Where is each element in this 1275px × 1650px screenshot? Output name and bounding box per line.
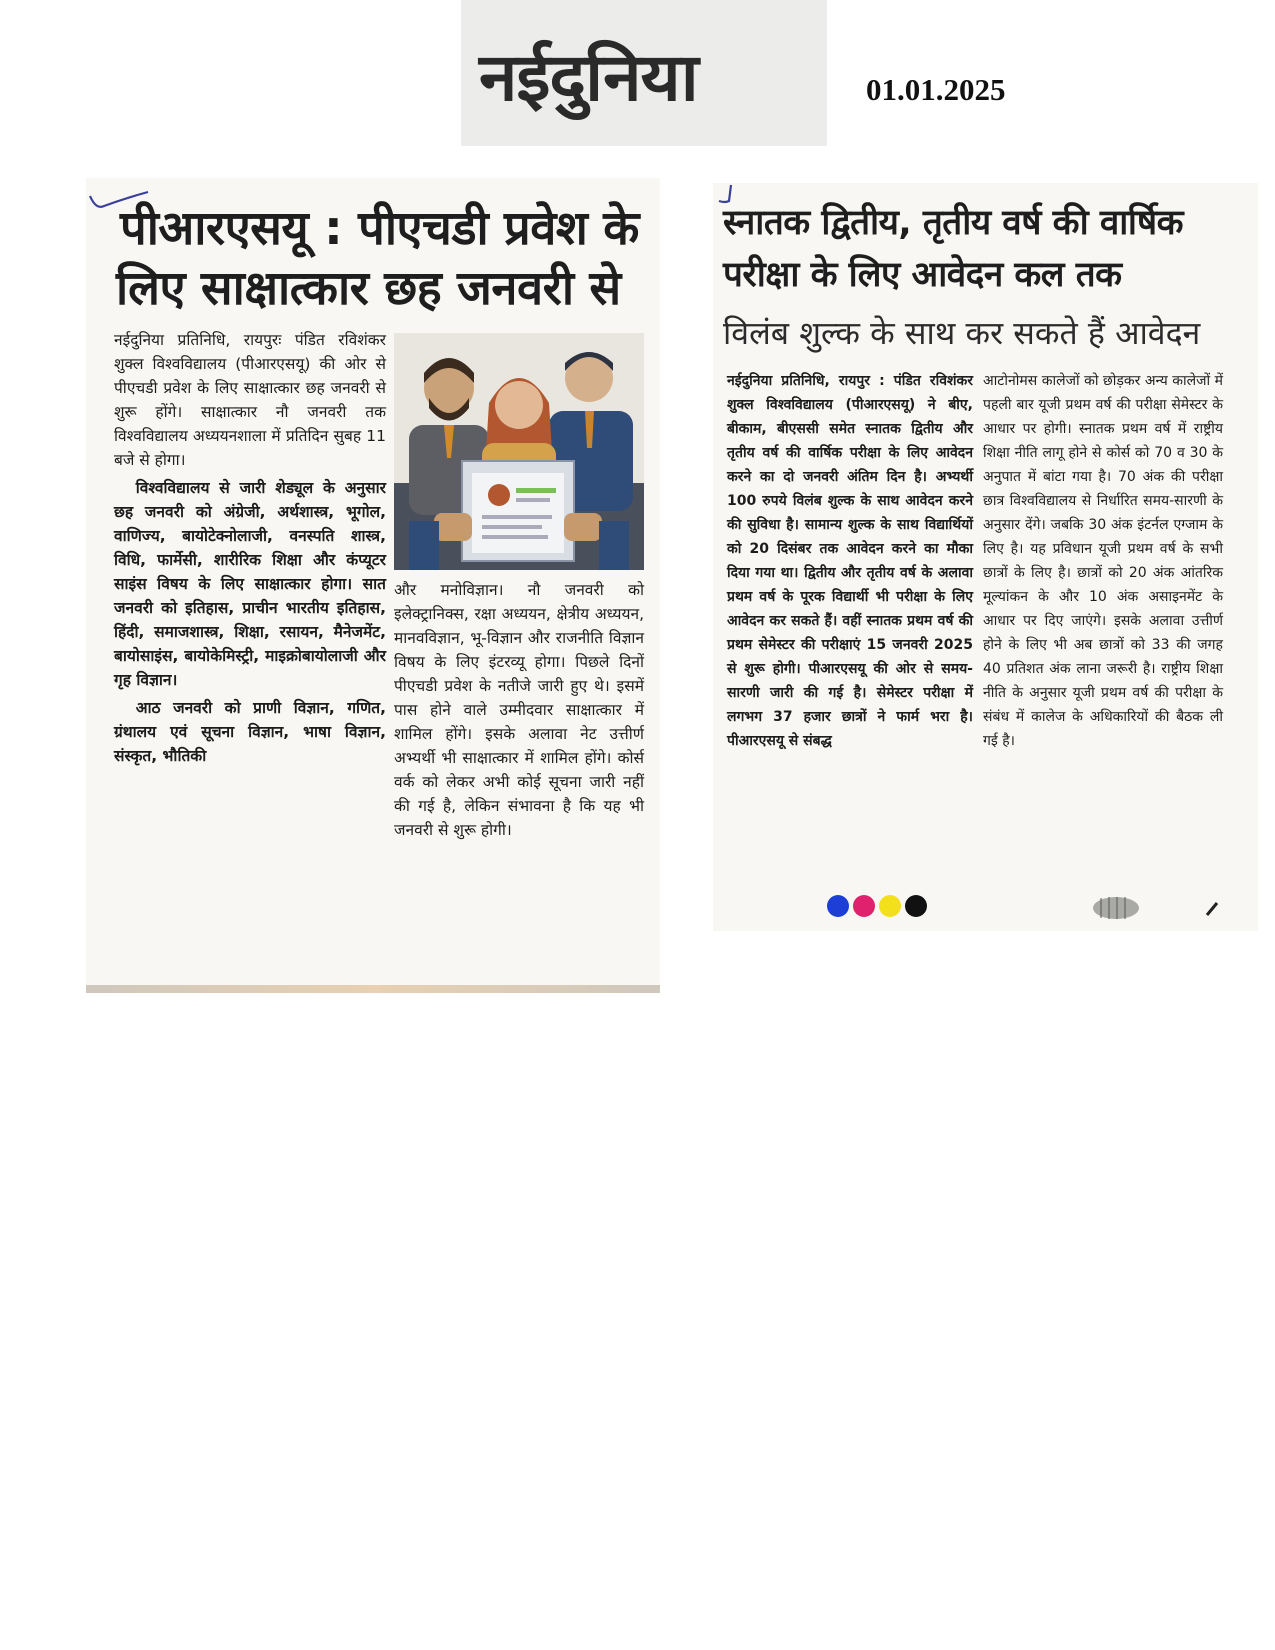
article-paragraph: नईदुनिया प्रतिनिधि, रायपुर : पंडित रविशंकर शुक्ल विश्वविद्यालय (पीआरएसयू) ने बीए, बीकाम, बीएससी समेत स्नातक द्वितीय और तृतीय वर्ष की वार्षिक परीक्षा के लिए आवेदन करने का दो जनवरी अंतिम दिन है। अभ्यर्थी 100 रुपये विलंब शुल्क के साथ आवेदन करने की सुविधा है। सामान्य शुल्क के साथ विद्यार्थियों को 20 दिसंबर तक आवेदन करने का मौका दिया गया था। द्वितीय और तृतीय वर्ष के अलावा प्रथम वर्ष के पूरक विद्यार्थी भी परीक्षा के लिए आवेदन कर सकते हैं। वहीं स्नातक प्रथम वर्ष की प्रथम सेमेस्टर की परीक्षाएं 15 जनवरी 2025 से शुरू होगी। पीआरएसयू की ओर से समय-सारणी जारी की गई है। सेमेस्टर परीक्षा में लगभग 37 हजार छात्रों ने फार्म भरा है। पीआरएसयू से संबद्ध	[727, 373, 973, 749]
pen-mark-icon	[1203, 899, 1223, 919]
headline-line-1: स्नातक द्वितीय, तृतीय वर्ष की वार्षिक	[723, 203, 1184, 243]
newspaper-masthead	[461, 0, 827, 146]
headline-line-2: परीक्षा के लिए आवेदन कल तक	[723, 255, 1122, 295]
registration-dot-magenta	[853, 895, 875, 917]
registration-dot-blue	[827, 895, 849, 917]
article-column-2	[983, 369, 1223, 753]
article-column-1	[727, 369, 973, 753]
registration-dot-black	[905, 895, 927, 917]
registration-color-dots	[827, 895, 937, 921]
subheadline: विलंब शुल्क के साथ कर सकते हैं आवेदन	[723, 314, 1201, 352]
article-paragraph: आटोनोमस कालेजों को छोड़कर अन्य कालेजों में पहली बार यूजी प्रथम वर्ष की परीक्षा सेमेस्टर के आधार पर होगी। स्नातक प्रथम वर्ष में राष्ट्रीय शिक्षा नीति लागू होने से कोर्स को 70 व 30 के अनुपात में बांटा गया है। 70 अंक की परीक्षा छात्र विश्वविद्यालय से निर्धारित समय-सारणी के अनुसार देंगे। जबकि 30 अंक इंटर्नल एग्जाम के लिए है। यह प्रविधान यूजी प्रथम वर्ष के सभी छात्रों के लिए है। छात्रों को 20 अंक आंतरिक मूल्यांकन के और 10 अंक असाइनमेंट के आधार पर दिए जाएंगे। इसके अलावा उत्तीर्ण होने के लिए भी अब छात्रों को 33 की जगह 40 प्रतिशत अंक लाना जरूरी है। राष्ट्रीय शिक्षा नीति के अनुसार यूजी प्रथम वर्ष की परीक्षा के संबंध में कालेज के अधिकारियों की बैठक ली गई है।	[983, 373, 1223, 749]
headline-line-2: लिए साक्षात्कार छह जनवरी से	[116, 261, 621, 316]
article-paragraph: और मनोविज्ञान। नौ जनवरी को इलेक्ट्रानिक्स, रक्षा अध्ययन, क्षेत्रीय अध्ययन, मानवविज्ञान, भू-विज्ञान और राजनीति विज्ञान विषय के लिए इंटरव्यू होगा। पिछले दिनों पीएचडी प्रवेश के नतीजे जारी हुए थे। इसमें पास होने वाले उम्मीदवार साक्षात्कार में शामिल होंगे। इसके अलावा नेट उत्तीर्ण अभ्यर्थी भी साक्षात्कार में शामिल होंगे। कोर्स वर्क को लेकर अभी कोई सूचना जारी नहीं की गई है, लेकिन संभावना है कि यह भी जनवरी से शुरू होगी।	[394, 581, 644, 839]
clipping-bottom-edge	[86, 985, 660, 993]
interview-illustration	[394, 333, 644, 570]
article-paragraph: नईदुनिया प्रतिनिधि, रायपुरः पंडित रविशंकर शुक्ल विश्वविद्यालय (पीआरएसयू) की ओर से पीएचडी प्रवेश के लिए साक्षात्कार छह जनवरी से शुरू होंगे। साक्षात्कार नौ जनवरी तक विश्वविद्यालय अध्ययनशाला में प्रतिदिन सुबह 11 बजे से होगा।	[114, 331, 386, 469]
article-clipping-left	[86, 178, 660, 993]
registration-dot-yellow	[879, 895, 901, 917]
article-column-1	[114, 328, 386, 768]
article-paragraph: आठ जनवरी को प्राणी विज्ञान, गणित, ग्रंथालय एवं सूचना विज्ञान, भाषा विज्ञान, संस्कृत, भौतिकी	[114, 699, 386, 765]
edition-date: 01.01.2025	[866, 72, 1006, 107]
registration-target-icon	[1091, 895, 1141, 921]
headline-line-1: पीआरएसयू : पीएचडी प्रवेश के	[120, 201, 639, 256]
article-column-2	[394, 578, 644, 842]
article-clipping-right	[713, 183, 1258, 931]
article-paragraph: विश्वविद्यालय से जारी शेड्यूल के अनुसार छह जनवरी को अंग्रेजी, अर्थशास्त्र, भूगोल, वाणिज्य, बायोटेक्नोलाजी, वनस्पति शास्त्र, विधि, फार्मेसी, शारीरिक शिक्षा और कंप्यूटर साइंस विषय के लिए साक्षात्कार होगा। सात जनवरी को इतिहास, प्राचीन भारतीय इतिहास, हिंदी, समाजशास्त्र, शिक्षा, रसायन, मैनेजमेंट, बायोसाइंस, बायोकेमिस्ट्री, माइक्रोबायोलाजी और गृह विज्ञान।	[114, 479, 386, 689]
newspaper-logo: नईदुनिया	[479, 39, 698, 116]
